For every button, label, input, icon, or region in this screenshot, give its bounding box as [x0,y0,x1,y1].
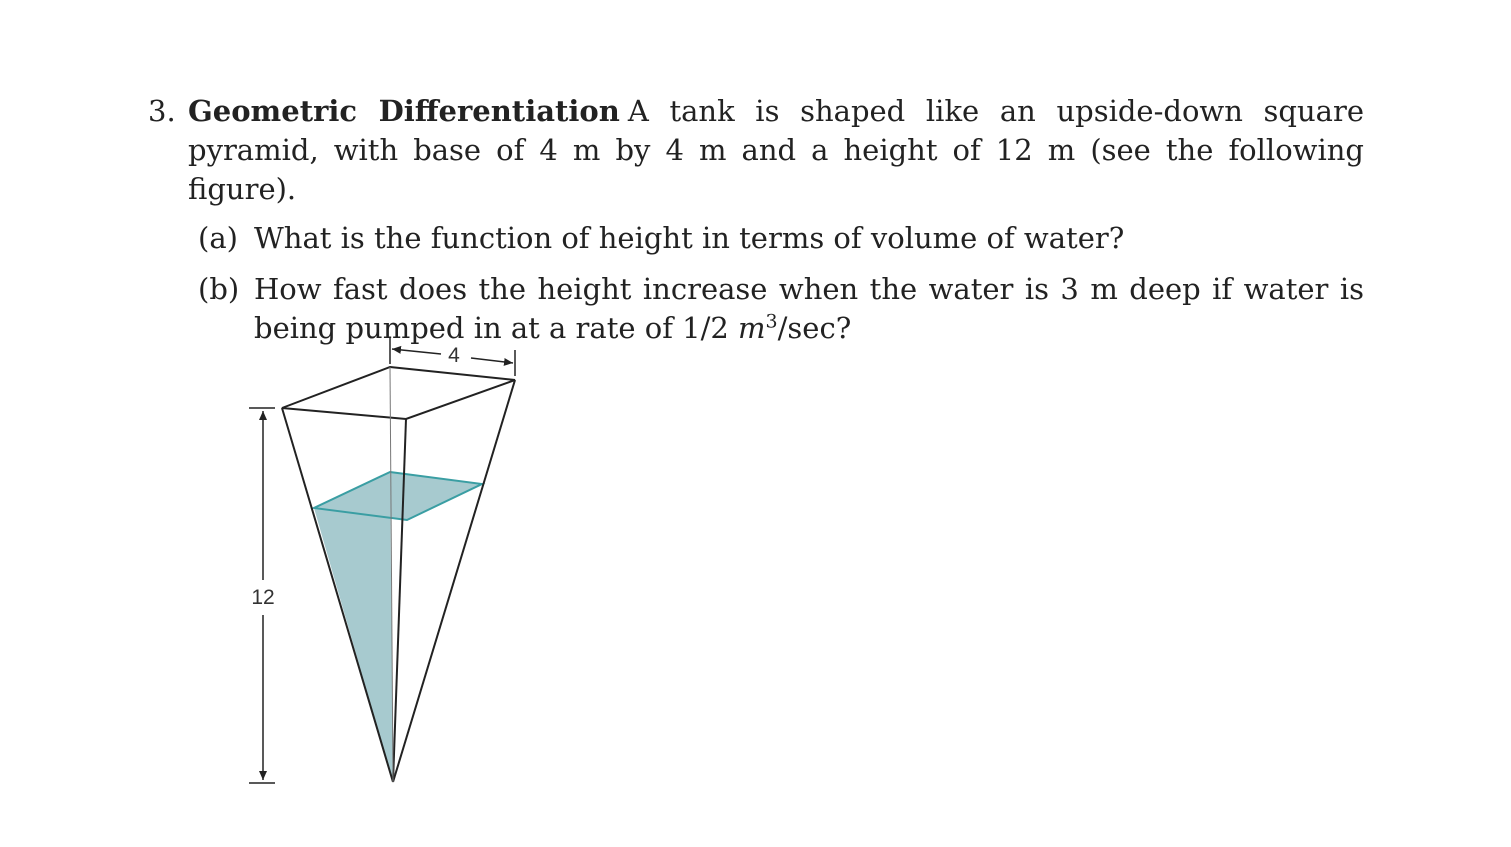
part-a [198,219,1364,258]
part-b-label: (b) [198,272,240,306]
part-a-label: (a) [198,221,238,255]
width-label: 4 [448,344,460,367]
problem-statement [148,92,1364,209]
pyramid-diagram [235,330,535,800]
part-b-math-var: m [738,311,766,345]
part-b-text-after: /sec? [777,311,852,345]
part-b-text-before: How fast does the height increase when the water is 3 m deep if water is being pumped in at a rate of 1/2 [254,272,1364,345]
problem-intro [188,92,1364,209]
problem-block [148,92,1364,360]
pyramid-tank-figure [235,330,535,800]
height-label: 12 [251,586,275,609]
width-arrow-left [392,349,441,354]
tank-edge-right [393,380,515,782]
tank-top-rim [282,367,515,419]
problem-title: Geometric Differentiation [188,94,620,128]
part-b-math-exponent: 3 [765,310,778,333]
width-arrow-right [471,358,513,363]
problem-parts [148,219,1364,348]
part-a-text: What is the function of height in terms of volume of water? [254,221,1125,255]
problem-number: 3. [148,94,176,128]
problem-text: A tank is shaped like an upside-down square pyramid, with base of 4 m by 4 m and a height of 12 m (see the following figure). [188,94,1364,206]
